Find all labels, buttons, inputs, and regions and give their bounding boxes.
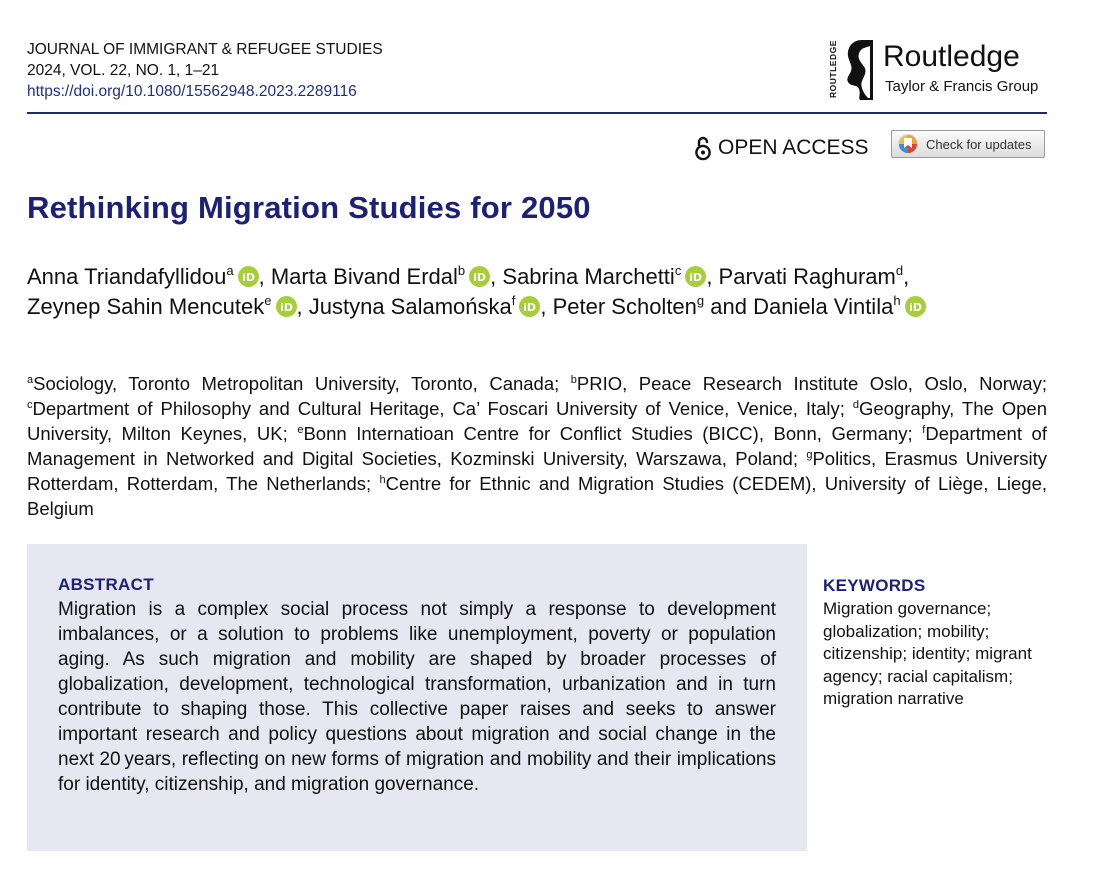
affiliation-mark: g [806,449,813,461]
affiliation-mark: c [27,399,33,411]
check-for-updates-button[interactable] [891,130,1045,158]
affiliation-text: Bonn Internatioan Centre for Conflict Studies (BICC), Bonn, Germany; [303,423,913,444]
author-list [27,262,1052,322]
author-separator: , [296,294,309,319]
author-separator: , [706,264,719,289]
author-separator: , [903,264,910,289]
orcid-icon[interactable] [519,296,540,317]
affiliation-mark: a [27,374,34,386]
author-name-text: Justyna Salamońska [308,294,512,319]
svg-text:iD: iD [908,300,922,314]
affiliation-text: Sociology, Toronto Metropolitan University, Toronto, Canada; [33,373,560,394]
publisher-name: Routledge [883,40,1020,73]
author-name[interactable] [719,264,904,289]
open-access-label: OPEN ACCESS [718,136,869,159]
author-separator: , [540,294,553,319]
abstract-heading: ABSTRACT [58,575,154,594]
affiliation-mark: b [570,374,577,386]
author-affiliation-mark: d [895,263,904,278]
abstract-text: Migration is a complex social process not simply a response to development imbalances, or a solution to problems like unemployment, poverty or population aging. As such migration and mobility are shaped by broader processes of globalization, development, technological transformation, urbanization and in turn contribute to shaping those. This collective paper raises and seeks to answer important research and policy questions about migration and social change in the next 20 years, reflecting on new forms of migration and mobility and their implications for identity, citizenship, and migration governance. [58,599,776,795]
orcid-icon[interactable] [238,266,259,287]
orcid-icon[interactable] [469,266,490,287]
author-name[interactable] [27,294,297,319]
author-affiliation-mark: e [264,293,272,308]
header-divider [27,112,1047,114]
svg-text:iD: iD [473,270,487,284]
author-affiliation-mark: c [674,263,682,278]
affiliations [27,371,1047,521]
affiliation-item [297,423,912,444]
publisher-group: Taylor & Francis Group [885,78,1039,95]
affiliation-text: Centre for Ethnic and Migration Studies (CEDEM), University of Liège, Liege, Belgium [27,473,1048,519]
author-affiliation-mark: h [893,293,901,308]
affiliation-text: Geography, The Open University, Milton Keynes, UK; [27,398,1047,444]
author-separator: , [490,264,503,289]
affiliation-mark: h [379,474,386,486]
svg-text:iD: iD [689,270,703,284]
check-for-updates-label: Check for updates [926,136,1032,152]
author-name[interactable] [553,294,705,319]
svg-text:iD: iD [241,270,255,284]
affiliation-mark: d [852,399,859,411]
svg-text:iD: iD [523,300,537,314]
affiliation-text: Department of Management in Networked and Digital Societies, Kozminski University, Warszawa, Poland; [27,423,1047,469]
keywords-text: Migration governance; globalization; mobility; citizenship; identity; migrant agency; racial capitalism; migration narrative [823,599,1032,709]
author-name-text: Parvati Raghuram [718,264,896,289]
orcid-icon[interactable] [905,296,926,317]
author-affiliation-mark: a [226,263,234,278]
author-separator: and [704,294,754,319]
author-name[interactable] [27,264,259,289]
affiliation-text: PRIO, Peace Research Institute Oslo, Oslo, Norway; [576,373,1047,394]
author-name[interactable] [271,264,490,289]
author-name-text: Daniela Vintila [753,294,894,319]
author-name[interactable] [309,294,541,319]
orcid-icon[interactable] [685,266,706,287]
author-name-text: Sabrina Marchetti [502,264,675,289]
affiliation-item [571,373,1047,394]
routledge-head-icon [842,38,874,100]
publisher-logo [828,36,1048,102]
affiliation-mark: e [297,424,304,436]
author-affiliation-mark: f [511,293,516,308]
author-name[interactable] [502,264,706,289]
author-affiliation-mark: b [457,263,466,278]
affiliation-item [27,373,559,394]
svg-text:iD: iD [279,300,293,314]
orcid-icon[interactable] [276,296,297,317]
author-name-text: Peter Scholten [552,294,697,319]
author-affiliation-mark: g [696,293,705,308]
open-lock-icon [694,135,712,161]
author-name-text: Anna Triandafyllidou [27,264,227,289]
affiliation-text: Department of Philosophy and Cultural Heritage, Ca’ Foscari University of Venice, Venice, Italy; [32,398,845,419]
author-name-text: Marta Bivand Erdal [270,264,458,289]
keywords-heading: KEYWORDS [823,576,926,595]
journal-issue: 2024, VOL. 22, NO. 1, 1–21 [27,62,220,79]
publisher-vertical-label: ROUTLEDGE [828,40,838,98]
author-name[interactable] [753,294,925,319]
crossmark-icon [897,133,919,155]
doi-link[interactable]: https://doi.org/10.1080/15562948.2023.2289116 [27,83,357,100]
affiliation-mark: f [922,424,926,436]
article-title: Rethinking Migration Studies for 2050 [27,190,591,225]
author-separator: , [258,264,271,289]
affiliation-item [27,398,845,419]
journal-info [27,39,383,102]
open-access-badge [694,134,869,162]
journal-name: JOURNAL OF IMMIGRANT & REFUGEE STUDIES [27,41,383,58]
author-name-text: Zeynep Sahin Mencutek [27,294,265,319]
affiliation-text: Politics, Erasmus University Rotterdam, Rotterdam, The Netherlands; [27,448,1048,494]
